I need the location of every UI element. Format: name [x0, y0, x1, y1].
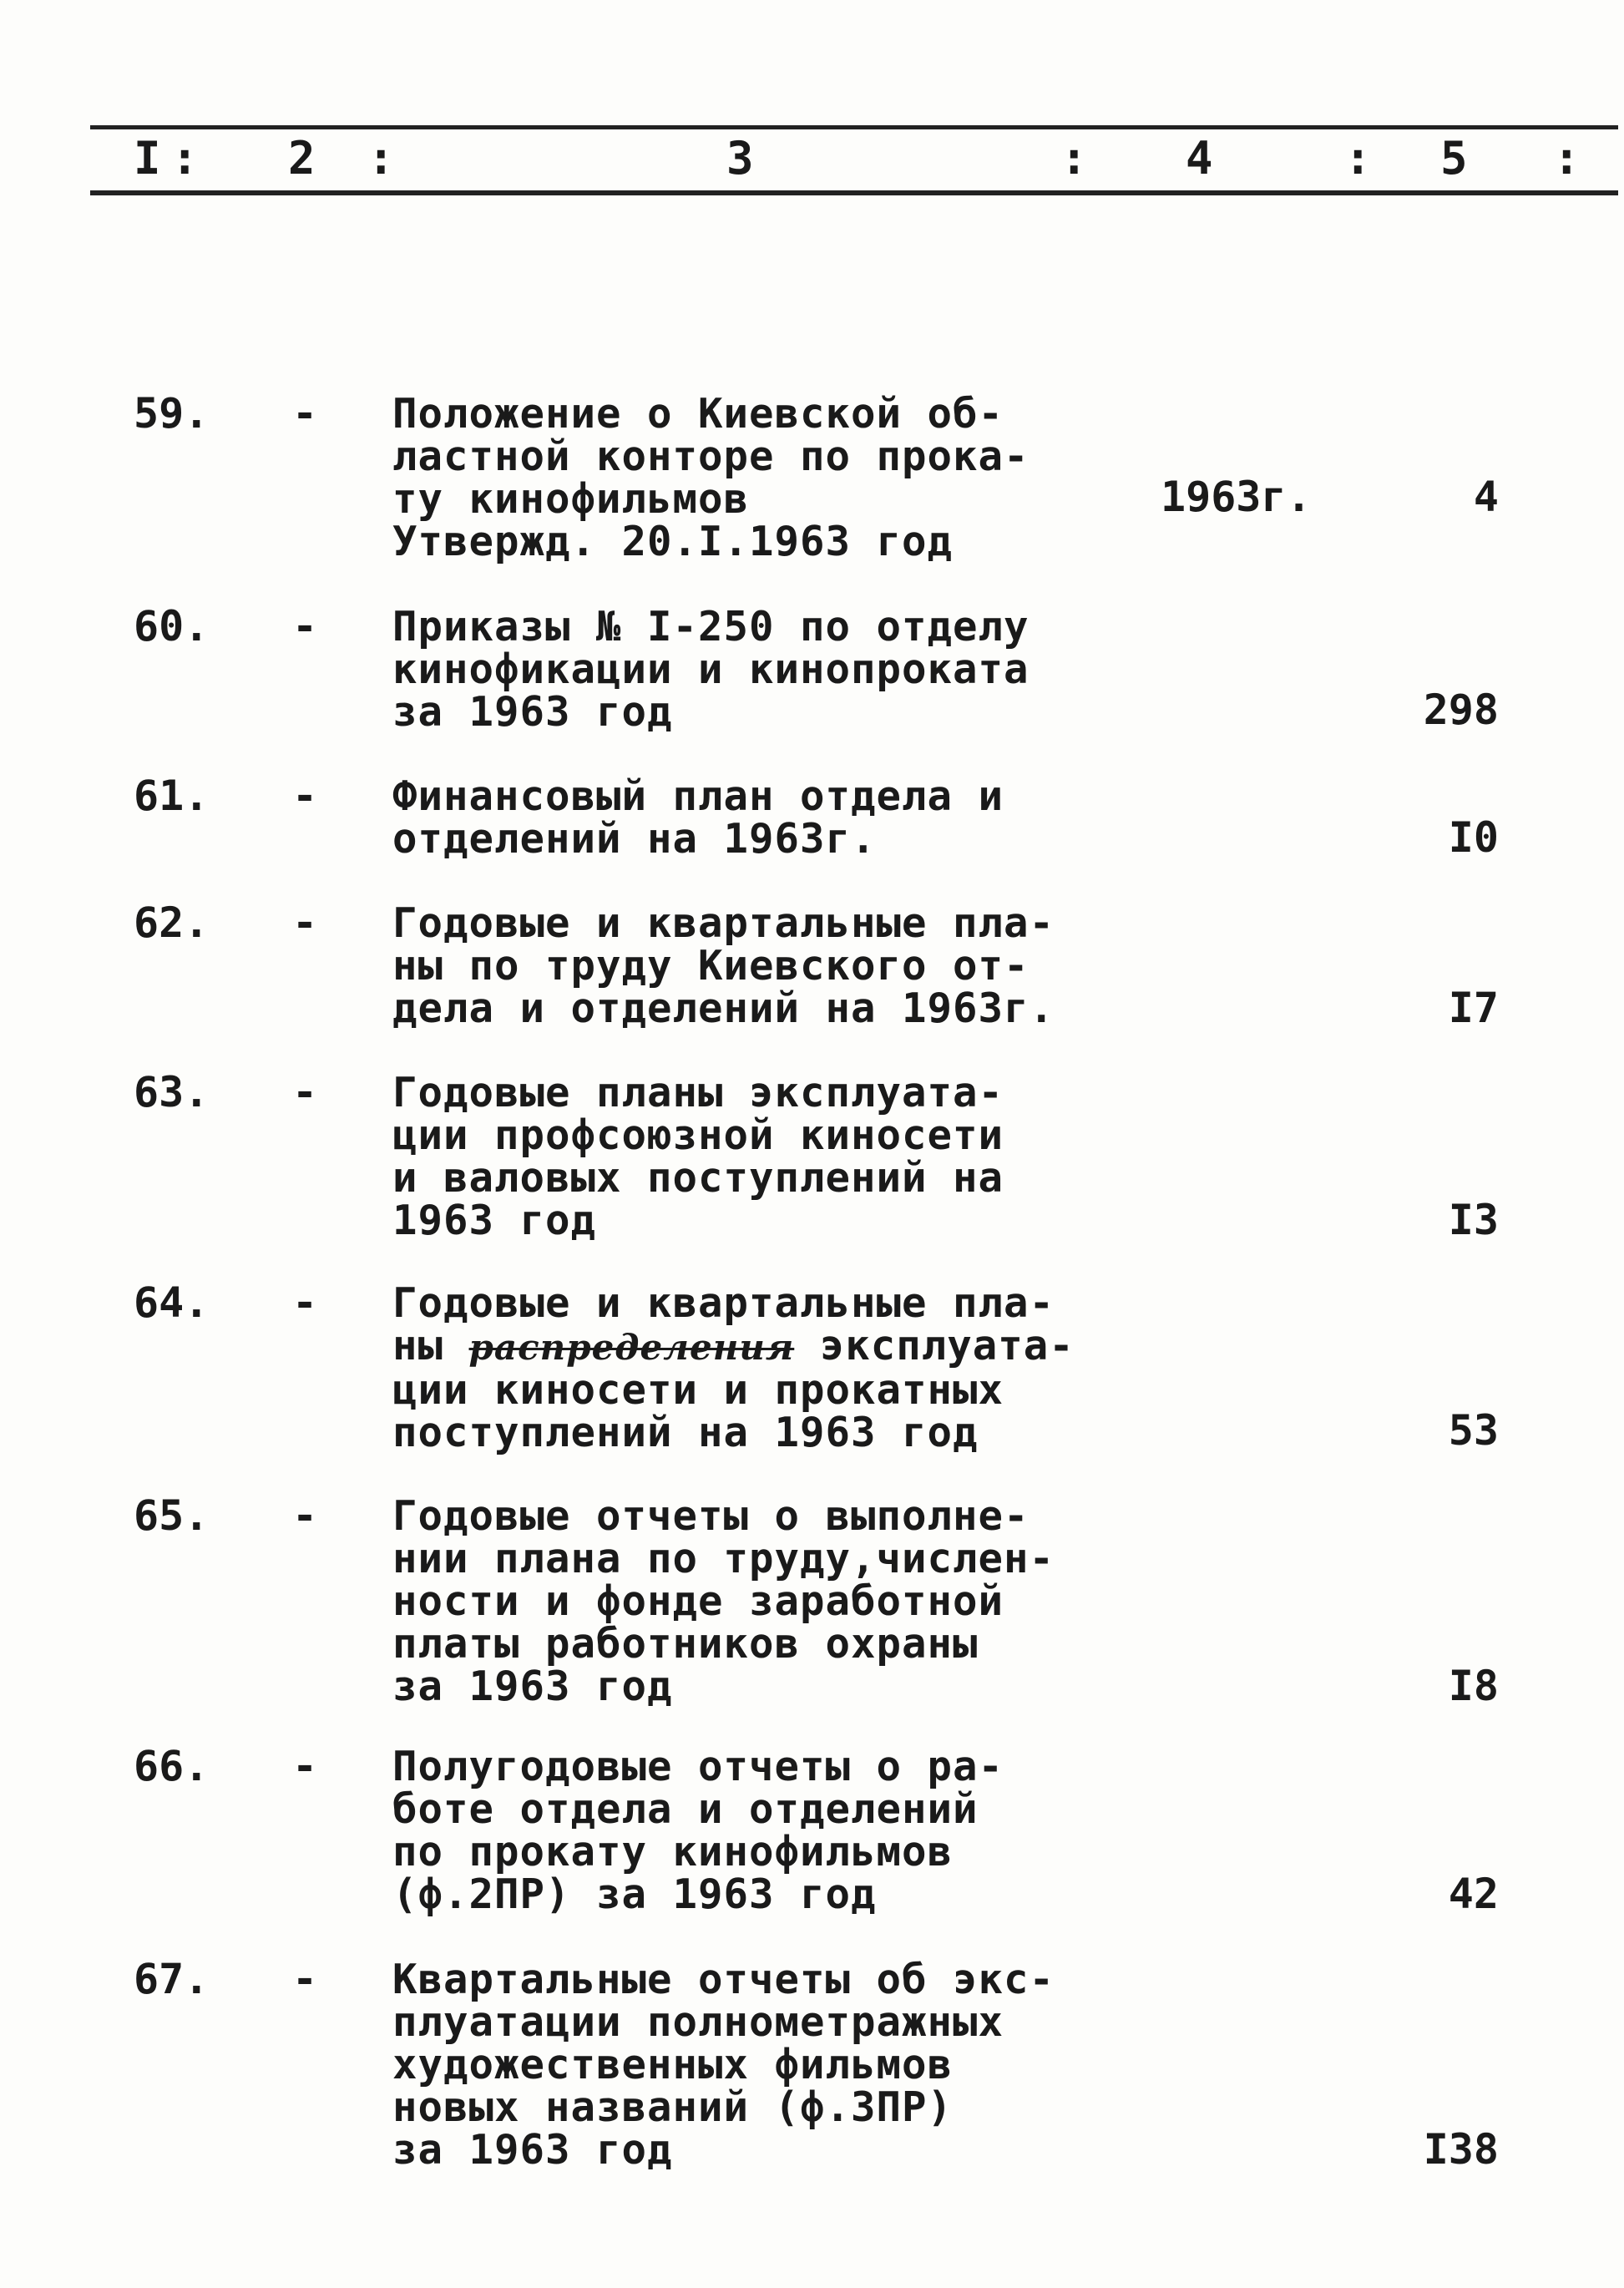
- row-sheets: I3: [1448, 1196, 1499, 1244]
- title-line: боте отдела и отделений: [392, 1785, 979, 1833]
- title-line: новых названий (ф.3ПР): [392, 2083, 954, 2131]
- header-col-2: 2: [288, 132, 316, 185]
- title-line: Приказы № I-250 по отделу: [392, 603, 1030, 650]
- header-separator: :: [1553, 132, 1581, 185]
- title-line: отделений на 1963г.: [392, 815, 877, 863]
- title-line: Годовые планы эксплуата-: [392, 1069, 1004, 1116]
- row-dash: -: [292, 1742, 318, 1790]
- row-number: 67.: [134, 1955, 210, 2003]
- title-line: (ф.2ПР) за 1963 год: [392, 1870, 877, 1918]
- title-line: дела и отделений на 1963г.: [392, 985, 1055, 1032]
- title-line: Годовые и квартальные пла-: [392, 1279, 1055, 1327]
- row-dash: -: [292, 772, 318, 820]
- header-separator: :: [1344, 132, 1372, 185]
- title-line: ности и фонде заработной: [392, 1577, 1004, 1625]
- row-dash: -: [292, 1955, 318, 2003]
- row-dash: -: [292, 898, 318, 947]
- row-sheets: I0: [1448, 813, 1499, 862]
- title-line: за 1963 год: [392, 688, 673, 736]
- title-line: за 1963 год: [392, 1663, 673, 1710]
- row-sheets: 42: [1448, 1870, 1499, 1918]
- row-title: [392, 772, 1110, 863]
- title-line: ции профсоюзной киносети: [392, 1111, 1004, 1159]
- header-separator: :: [367, 132, 395, 185]
- header-col-1: I: [134, 132, 161, 185]
- row-title: [392, 1279, 1110, 1456]
- header-separator: :: [1060, 132, 1088, 185]
- title-line: Положение о Киевской об-: [392, 390, 1004, 438]
- title-line: поступлений на 1963 год: [392, 1409, 979, 1456]
- header-col-4: 4: [1186, 132, 1213, 185]
- row-dash: -: [292, 1278, 318, 1327]
- header-top-rule: [90, 125, 1618, 129]
- title-line: по прокату кинофильмов: [392, 1828, 954, 1875]
- row-title: [392, 899, 1110, 1032]
- row-date: 1963г.: [1161, 473, 1312, 521]
- title-line: кинофикации и кинопроката: [392, 645, 1030, 693]
- title-line: 1963 год: [392, 1197, 597, 1244]
- title-line: [392, 1324, 1110, 1369]
- row-number: 61.: [134, 772, 210, 820]
- row-dash: -: [292, 1068, 318, 1116]
- title-line: ту кинофильмов: [392, 475, 750, 523]
- row-dash: -: [292, 1491, 318, 1540]
- title-line: Полугодовые отчеты о ра-: [392, 1743, 1004, 1790]
- title-line: Финансовый план отдела и: [392, 772, 1004, 820]
- title-word: ны: [392, 1322, 444, 1369]
- row-number: 62.: [134, 898, 210, 947]
- title-line: ны по труду Киевского от-: [392, 942, 1030, 990]
- row-sheets: 53: [1448, 1406, 1499, 1455]
- row-dash: -: [292, 602, 318, 650]
- title-line: ции киносети и прокатных: [392, 1366, 1004, 1414]
- row-number: 60.: [134, 602, 210, 650]
- title-line: ластной конторе по прока-: [392, 433, 1030, 480]
- title-line: нии плана по труду,числен-: [392, 1535, 1055, 1582]
- row-sheets: 4: [1473, 473, 1499, 521]
- title-line: Годовые отчеты о выполне-: [392, 1492, 1030, 1540]
- header-bottom-rule: [90, 190, 1618, 195]
- title-line: за 1963 год: [392, 2126, 673, 2174]
- row-title: [392, 1745, 1110, 1916]
- title-line: Квартальные отчеты об экс-: [392, 1956, 1055, 2003]
- title-line: и валовых поступлений на: [392, 1154, 1004, 1202]
- title-line: художественных фильмов: [392, 2041, 954, 2088]
- title-word: эксплуата-: [819, 1322, 1075, 1369]
- title-line: Утвержд. 20.I.1963 год: [392, 518, 954, 565]
- row-sheets: I7: [1448, 984, 1499, 1032]
- title-line: плуатации полнометражных: [392, 1998, 1004, 2046]
- row-title: [392, 1956, 1110, 2174]
- row-number: 59.: [134, 389, 210, 438]
- header-col-3: 3: [726, 132, 754, 185]
- row-title: [392, 392, 1110, 563]
- row-number: 66.: [134, 1742, 210, 1790]
- row-number: 65.: [134, 1491, 210, 1540]
- row-title: [392, 603, 1110, 736]
- title-line: платы работников охраны: [392, 1620, 979, 1668]
- row-sheets: I8: [1448, 1662, 1499, 1710]
- row-title: [392, 1071, 1110, 1242]
- row-number: 63.: [134, 1068, 210, 1116]
- row-sheets: 298: [1423, 686, 1499, 734]
- row-title: [392, 1492, 1110, 1710]
- row-dash: -: [292, 389, 318, 438]
- struck-out-word: распределения: [468, 1327, 795, 1368]
- row-number: 64.: [134, 1278, 210, 1327]
- header-col-5: 5: [1440, 132, 1468, 185]
- header-separator: :: [171, 132, 199, 185]
- row-sheets: I38: [1423, 2125, 1499, 2174]
- title-line: Годовые и квартальные пла-: [392, 899, 1055, 947]
